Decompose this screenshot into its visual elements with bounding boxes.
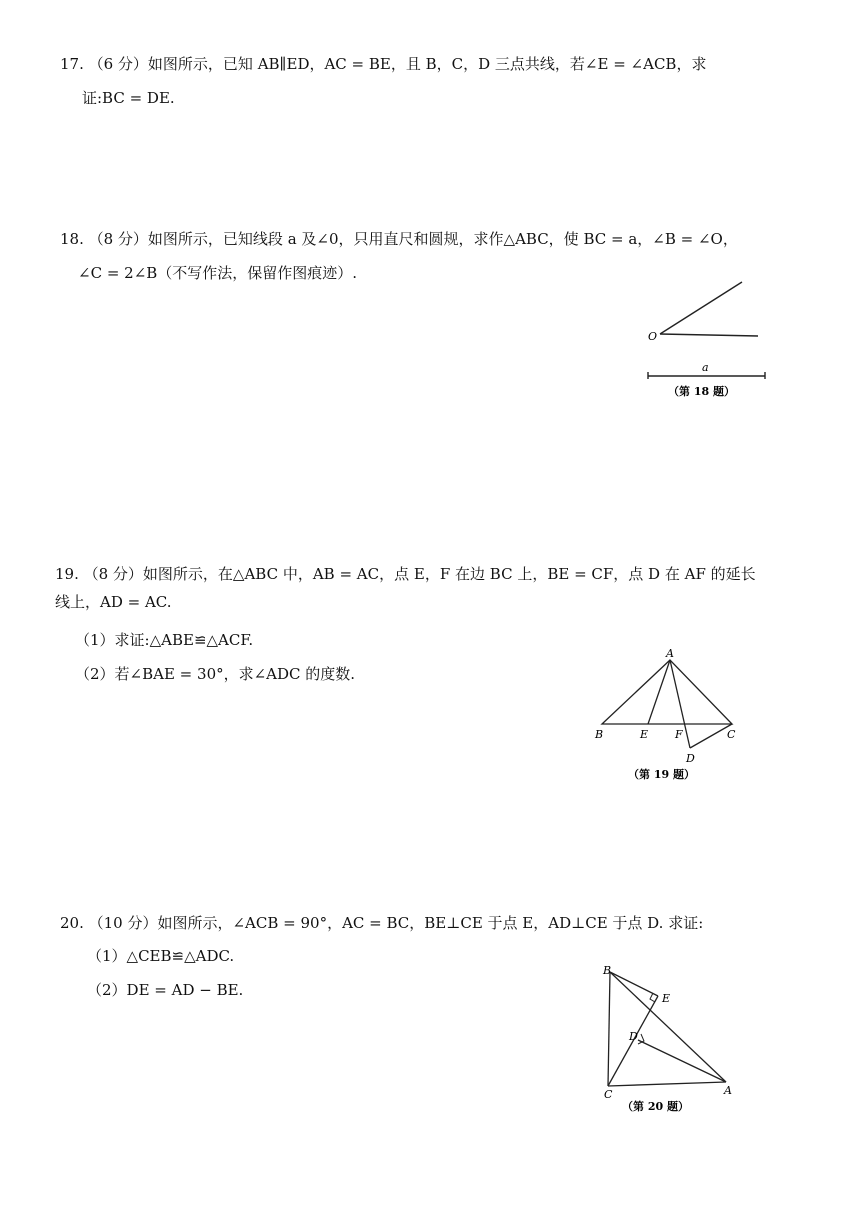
angle-ray-lower bbox=[660, 334, 758, 336]
label-e: E bbox=[640, 728, 649, 741]
q19-part1: （1）求证:△ABE≌△ACF. bbox=[75, 631, 254, 649]
q18-figure bbox=[640, 278, 780, 404]
label-d: D bbox=[629, 1030, 638, 1043]
label-a: A bbox=[724, 1084, 732, 1097]
q19-figure bbox=[590, 647, 750, 790]
segment-ad bbox=[638, 1040, 726, 1082]
label-b: B bbox=[603, 964, 612, 977]
segment-dc bbox=[690, 724, 732, 748]
label-f: F bbox=[675, 728, 683, 741]
segment-label: a bbox=[702, 361, 709, 374]
q18-caption: （第 18 题） bbox=[668, 385, 735, 398]
angle-vertex-label: O bbox=[648, 330, 658, 343]
q17-line1: 17. （6 分）如图所示，已知 AB∥ED，AC = BE，且 B，C，D 三点共线，若∠E = ∠ACB，求 bbox=[60, 55, 707, 73]
q18-line2: ∠C = 2∠B（不写作法，保留作图痕迹）. bbox=[78, 264, 358, 282]
segment-be bbox=[610, 972, 658, 996]
q18-line1: 18. （8 分）如图所示，已知线段 a 及∠0，只用直尺和圆规，求作△ABC，使 BC = a，∠B = ∠O， bbox=[60, 230, 738, 248]
segment-ba bbox=[610, 972, 726, 1082]
q19-caption: （第 19 题） bbox=[628, 768, 695, 781]
q19-line2: 线上，AD = AC. bbox=[55, 593, 172, 611]
q20-part1: （1）△CEB≌△ADC. bbox=[87, 947, 235, 965]
q20-figure bbox=[598, 962, 748, 1114]
q19-part2: （2）若∠BAE = 30°，求∠ADC 的度数. bbox=[75, 665, 356, 683]
label-d: D bbox=[686, 752, 695, 765]
label-b: B bbox=[595, 728, 604, 741]
q20-line1: 20. （10 分）如图所示，∠ACB = 90°，AC = BC，BE⊥CE 于点 E，AD⊥CE 于点 D. 求证: bbox=[60, 914, 704, 932]
q19-line1: 19. （8 分）如图所示，在△ABC 中，AB = AC，点 E，F 在边 BC 上，BE = CF，点 D 在 AF 的延长 bbox=[55, 565, 756, 583]
q20-part2: （2）DE = AD − BE. bbox=[87, 981, 244, 999]
label-e: E bbox=[662, 992, 671, 1005]
segment-ca bbox=[608, 1082, 726, 1086]
label-c: C bbox=[604, 1088, 613, 1101]
label-a: A bbox=[666, 647, 674, 660]
q17-line2: 证:BC = DE. bbox=[82, 89, 175, 107]
label-c: C bbox=[727, 728, 736, 741]
segment-bc bbox=[608, 972, 610, 1086]
q20-caption: （第 20 题） bbox=[622, 1100, 689, 1113]
angle-ray-upper bbox=[660, 282, 742, 334]
